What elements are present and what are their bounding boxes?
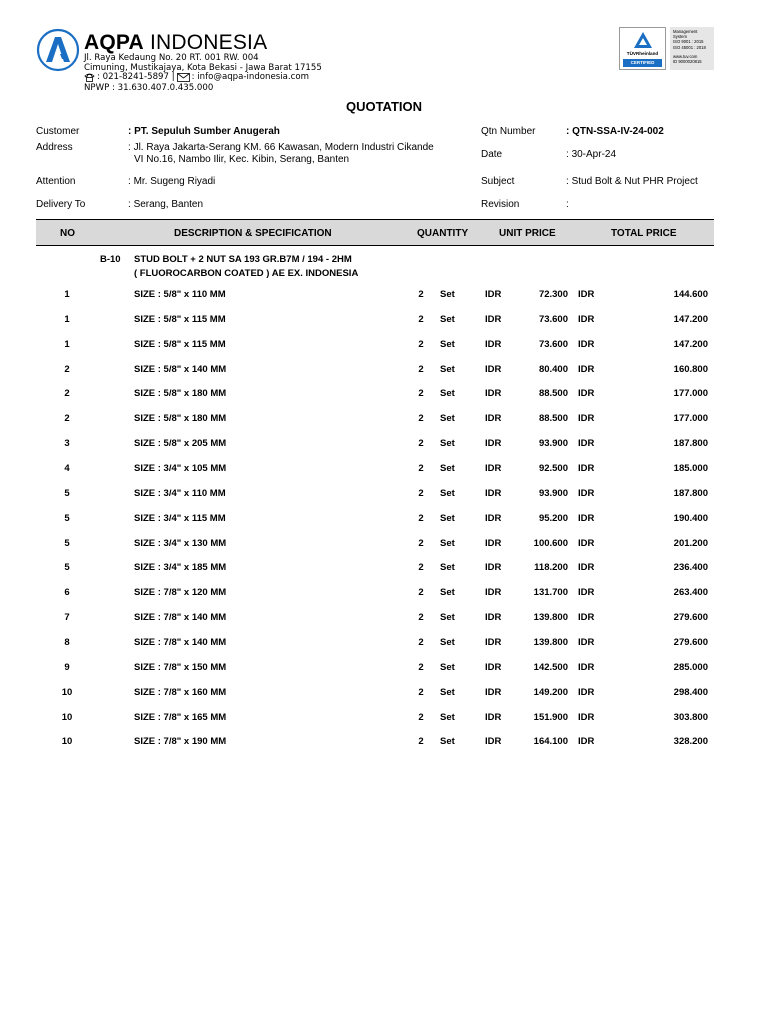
row-unit: Set bbox=[440, 686, 455, 698]
company-email: : info@aqpa-indonesia.com bbox=[191, 72, 309, 82]
row-number: 8 bbox=[64, 636, 70, 648]
row-quantity: 2 bbox=[418, 313, 424, 325]
row-unit-price: 151.900 bbox=[533, 711, 568, 723]
row-total-price: 144.600 bbox=[673, 289, 708, 300]
row-unit-price: 164.100 bbox=[533, 736, 568, 748]
row-currency-unit: IDR bbox=[485, 562, 502, 574]
row-unit-price: 92.500 bbox=[538, 463, 568, 474]
row-number: 9 bbox=[64, 661, 70, 673]
table-row bbox=[0, 488, 768, 502]
row-quantity: 2 bbox=[418, 338, 424, 350]
tuv-cert-id: ID 9000020815 bbox=[673, 59, 702, 65]
row-total-price: 147.200 bbox=[673, 338, 708, 350]
document-title: QUOTATION bbox=[345, 99, 423, 114]
row-total-price: 236.400 bbox=[673, 562, 708, 574]
row-number: 3 bbox=[64, 438, 70, 450]
table-row bbox=[0, 538, 768, 552]
row-currency-unit: IDR bbox=[485, 413, 502, 425]
email-icon bbox=[177, 73, 190, 82]
qtn-number-label: Qtn Number bbox=[481, 126, 536, 137]
row-number: 5 bbox=[64, 562, 70, 574]
row-description: SIZE : 3/4" x 130 MM bbox=[134, 537, 227, 549]
row-unit: Set bbox=[440, 512, 455, 524]
date-value: : 30-Apr-24 bbox=[566, 149, 617, 160]
company-name bbox=[84, 31, 267, 55]
group-title-line2: ( FLUOROCARBON COATED ) AE EX. INDONESIA bbox=[134, 268, 359, 279]
row-currency-total: IDR bbox=[578, 338, 595, 350]
delivery-value: : Serang, Banten bbox=[128, 199, 204, 210]
row-quantity: 2 bbox=[418, 711, 424, 723]
row-description: SIZE : 3/4" x 110 MM bbox=[134, 487, 226, 499]
row-unit-price: 93.900 bbox=[538, 487, 568, 499]
row-quantity: 2 bbox=[418, 463, 424, 474]
row-number: 6 bbox=[64, 587, 70, 599]
company-contact bbox=[84, 72, 309, 83]
company-npwp: NPWP : 31.630.407.0.435.000 bbox=[84, 83, 214, 93]
row-unit: Set bbox=[440, 438, 455, 450]
group-title-line1: STUD BOLT + 2 NUT SA 193 GR.B7M / 194 - 2HM bbox=[134, 254, 352, 265]
row-total-price: 177.000 bbox=[673, 388, 708, 400]
revision-label: Revision bbox=[481, 199, 520, 210]
row-number: 7 bbox=[64, 612, 70, 623]
row-unit: Set bbox=[440, 587, 455, 599]
company-name-rest: INDONESIA bbox=[149, 31, 268, 54]
row-currency-total: IDR bbox=[578, 736, 595, 748]
table-row bbox=[0, 463, 768, 477]
table-row bbox=[0, 736, 768, 750]
attention-label: Attention bbox=[36, 176, 76, 187]
row-unit: Set bbox=[440, 313, 455, 325]
row-unit-price: 118.200 bbox=[534, 562, 568, 574]
row-quantity: 2 bbox=[418, 636, 424, 648]
company-name-bold: AQPA bbox=[84, 31, 144, 54]
subject-text: Stud Bolt & Nut PHR Project bbox=[571, 176, 698, 187]
tuv-certified-badge: CERTIFIED bbox=[623, 59, 662, 67]
company-logo-icon bbox=[36, 28, 80, 72]
row-unit: Set bbox=[440, 612, 455, 623]
row-description: SIZE : 5/8" x 180 MM bbox=[134, 388, 227, 400]
row-description: SIZE : 7/8" x 160 MM bbox=[134, 686, 227, 698]
row-total-price: 190.400 bbox=[673, 512, 708, 524]
row-total-price: 279.600 bbox=[673, 612, 708, 623]
row-currency-unit: IDR bbox=[485, 686, 502, 698]
row-unit: Set bbox=[440, 338, 455, 350]
row-currency-unit: IDR bbox=[485, 612, 502, 623]
row-number: 2 bbox=[64, 363, 70, 375]
row-quantity: 2 bbox=[418, 686, 424, 698]
row-total-price: 160.800 bbox=[673, 363, 708, 375]
header-unit-price: UNIT PRICE bbox=[499, 228, 556, 239]
table-row bbox=[0, 587, 768, 601]
row-number: 2 bbox=[64, 413, 70, 425]
qtn-number-value: : QTN-SSA-IV-24-002 bbox=[566, 126, 664, 137]
table-row bbox=[0, 562, 768, 576]
row-currency-total: IDR bbox=[578, 686, 595, 698]
table-row bbox=[0, 388, 768, 402]
row-total-price: 147.200 bbox=[673, 313, 708, 325]
row-description: SIZE : 7/8" x 165 MM bbox=[134, 711, 227, 723]
row-description: SIZE : 5/8" x 115 MM bbox=[134, 313, 226, 325]
row-description: SIZE : 3/4" x 185 MM bbox=[134, 562, 227, 574]
row-currency-total: IDR bbox=[578, 463, 595, 474]
row-currency-total: IDR bbox=[578, 537, 595, 549]
row-quantity: 2 bbox=[418, 512, 424, 524]
delivery-location: Serang, Banten bbox=[133, 199, 204, 210]
row-currency-total: IDR bbox=[578, 487, 595, 499]
row-number: 10 bbox=[61, 711, 73, 723]
row-unit-price: 139.800 bbox=[533, 612, 568, 623]
row-description: SIZE : 5/8" x 115 MM bbox=[134, 338, 226, 350]
row-number: 1 bbox=[64, 313, 70, 325]
certification-badge bbox=[619, 27, 715, 71]
row-currency-total: IDR bbox=[578, 313, 595, 325]
row-currency-unit: IDR bbox=[485, 661, 502, 673]
row-unit: Set bbox=[440, 537, 455, 549]
row-unit: Set bbox=[440, 562, 455, 574]
row-currency-unit: IDR bbox=[485, 487, 502, 499]
row-total-price: 177.000 bbox=[673, 413, 708, 425]
row-unit: Set bbox=[440, 661, 455, 673]
row-currency-total: IDR bbox=[578, 636, 595, 648]
row-currency-total: IDR bbox=[578, 289, 595, 300]
table-row bbox=[0, 314, 768, 328]
date-label: Date bbox=[481, 149, 503, 160]
row-currency-unit: IDR bbox=[485, 537, 502, 549]
address-label: Address bbox=[36, 142, 73, 153]
row-unit-price: 80.400 bbox=[538, 363, 568, 375]
row-description: SIZE : 7/8" x 190 MM bbox=[134, 736, 227, 748]
table-header bbox=[36, 219, 714, 246]
row-number: 5 bbox=[64, 537, 70, 549]
row-total-price: 201.200 bbox=[673, 537, 708, 549]
address-line1-text: Jl. Raya Jakarta-Serang KM. 66 Kawasan, Modern Industri Cikande bbox=[133, 142, 434, 153]
iso-standard-1: ISO 9001 : 2015 bbox=[673, 39, 704, 45]
date-text: 30-Apr-24 bbox=[571, 149, 617, 160]
customer-value: : PT. Sepuluh Sumber Anugerah bbox=[128, 126, 280, 137]
row-unit-price: 73.600 bbox=[538, 313, 568, 325]
row-unit: Set bbox=[440, 289, 455, 300]
customer-label: Customer bbox=[36, 126, 80, 137]
row-quantity: 2 bbox=[418, 363, 424, 375]
table-row bbox=[0, 438, 768, 452]
row-currency-unit: IDR bbox=[485, 711, 502, 723]
row-description: SIZE : 5/8" x 110 MM bbox=[134, 289, 226, 300]
row-description: SIZE : 7/8" x 150 MM bbox=[134, 661, 227, 673]
table-row bbox=[0, 687, 768, 701]
row-total-price: 187.800 bbox=[673, 438, 708, 450]
table-row bbox=[0, 413, 768, 427]
row-currency-unit: IDR bbox=[485, 338, 502, 350]
row-unit-price: 131.700 bbox=[533, 587, 568, 599]
row-quantity: 2 bbox=[418, 736, 424, 748]
qtn-number-text: QTN-SSA-IV-24-002 bbox=[572, 126, 664, 137]
row-total-price: 303.800 bbox=[673, 711, 708, 723]
row-total-price: 187.800 bbox=[673, 487, 708, 499]
header-quantity: QUANTITY bbox=[417, 228, 469, 239]
row-currency-total: IDR bbox=[578, 612, 595, 623]
row-number: 10 bbox=[61, 736, 73, 748]
company-address-line2: Cimuning, Mustikajaya, Kota Bekasi - Jawa Barat 17155 bbox=[84, 63, 322, 73]
row-quantity: 2 bbox=[418, 388, 424, 400]
row-currency-unit: IDR bbox=[485, 388, 502, 400]
row-quantity: 2 bbox=[418, 587, 424, 599]
company-address-line1: Jl. Raya Kedaung No. 20 RT. 001 RW. 004 bbox=[84, 53, 259, 63]
table-row bbox=[0, 612, 768, 626]
row-unit: Set bbox=[440, 636, 455, 648]
tuv-triangle-icon bbox=[633, 31, 653, 49]
row-currency-unit: IDR bbox=[485, 736, 502, 748]
row-total-price: 328.200 bbox=[673, 736, 708, 748]
row-number: 1 bbox=[64, 338, 70, 350]
row-unit-price: 88.500 bbox=[538, 388, 568, 400]
row-number: 1 bbox=[64, 289, 70, 300]
row-unit-price: 139.800 bbox=[533, 636, 568, 648]
row-unit-price: 93.900 bbox=[538, 438, 568, 450]
table-row bbox=[0, 339, 768, 353]
row-currency-unit: IDR bbox=[485, 289, 502, 300]
row-currency-unit: IDR bbox=[485, 636, 502, 648]
row-quantity: 2 bbox=[418, 438, 424, 450]
row-currency-total: IDR bbox=[578, 363, 595, 375]
row-total-price: 185.000 bbox=[673, 463, 708, 474]
delivery-label: Delivery To bbox=[36, 199, 86, 210]
table-row bbox=[0, 662, 768, 676]
row-description: SIZE : 3/4" x 105 MM bbox=[134, 463, 227, 474]
header-no: NO bbox=[60, 228, 75, 239]
row-total-price: 285.000 bbox=[673, 661, 708, 673]
row-currency-total: IDR bbox=[578, 587, 595, 599]
row-description: SIZE : 5/8" x 140 MM bbox=[134, 363, 227, 375]
table-row bbox=[0, 712, 768, 726]
row-currency-total: IDR bbox=[578, 711, 595, 723]
row-currency-unit: IDR bbox=[485, 313, 502, 325]
address-line2: VI No.16, Nambo Ilir, Kec. Kibin, Serang, Banten bbox=[134, 154, 350, 165]
row-number: 5 bbox=[64, 487, 70, 499]
row-currency-unit: IDR bbox=[485, 438, 502, 450]
row-quantity: 2 bbox=[418, 612, 424, 623]
phone-icon bbox=[84, 73, 95, 82]
row-unit-price: 72.300 bbox=[538, 289, 568, 300]
iso-standard-2: ISO 45001 : 2018 bbox=[673, 44, 706, 50]
row-currency-total: IDR bbox=[578, 438, 595, 450]
row-currency-total: IDR bbox=[578, 388, 595, 400]
group-code: B-10 bbox=[100, 254, 121, 265]
row-unit-price: 149.200 bbox=[533, 686, 568, 698]
row-description: SIZE : 7/8" x 140 MM bbox=[134, 612, 227, 623]
table-row bbox=[0, 364, 768, 378]
row-number: 5 bbox=[64, 512, 70, 524]
row-unit-price: 88.500 bbox=[538, 413, 568, 425]
row-unit: Set bbox=[440, 363, 455, 375]
tuv-brand: TÜVRheinland bbox=[626, 51, 659, 56]
row-description: SIZE : 5/8" x 205 MM bbox=[134, 438, 227, 450]
row-unit: Set bbox=[440, 388, 455, 400]
row-number: 10 bbox=[61, 686, 73, 698]
row-currency-total: IDR bbox=[578, 512, 595, 524]
row-total-price: 298.400 bbox=[673, 686, 708, 698]
row-description: SIZE : 3/4" x 115 MM bbox=[134, 512, 226, 524]
row-currency-total: IDR bbox=[578, 562, 595, 574]
row-description: SIZE : 7/8" x 120 MM bbox=[134, 587, 227, 599]
subject-value: : Stud Bolt & Nut PHR Project bbox=[566, 176, 698, 187]
row-unit-price: 100.600 bbox=[533, 537, 568, 549]
table-row bbox=[0, 513, 768, 527]
address-line1: : Jl. Raya Jakarta-Serang KM. 66 Kawasan, Modern Industri Cikande bbox=[128, 142, 434, 153]
attention-name: Mr. Sugeng Riyadi bbox=[133, 176, 216, 187]
row-unit: Set bbox=[440, 463, 455, 474]
row-currency-unit: IDR bbox=[485, 587, 502, 599]
row-currency-unit: IDR bbox=[485, 363, 502, 375]
row-unit: Set bbox=[440, 413, 455, 425]
table-row bbox=[0, 289, 768, 303]
row-currency-total: IDR bbox=[578, 413, 595, 425]
row-unit: Set bbox=[440, 487, 455, 499]
row-currency-unit: IDR bbox=[485, 463, 502, 474]
row-unit-price: 95.200 bbox=[538, 512, 568, 524]
row-description: SIZE : 5/8" x 180 MM bbox=[134, 413, 227, 425]
row-total-price: 279.600 bbox=[673, 636, 708, 648]
row-currency-unit: IDR bbox=[485, 512, 502, 524]
header-description: DESCRIPTION & SPECIFICATION bbox=[174, 228, 332, 239]
row-quantity: 2 bbox=[418, 562, 424, 574]
row-number: 2 bbox=[64, 388, 70, 400]
header-total-price: TOTAL PRICE bbox=[611, 228, 677, 239]
subject-label: Subject bbox=[481, 176, 515, 187]
row-description: SIZE : 7/8" x 140 MM bbox=[134, 636, 227, 648]
management-system-title: Management System bbox=[673, 29, 698, 40]
row-quantity: 2 bbox=[418, 487, 424, 499]
table-row bbox=[0, 637, 768, 651]
company-phone: : 021-8241-5897 | bbox=[97, 72, 175, 82]
row-quantity: 2 bbox=[418, 289, 424, 300]
row-unit-price: 142.500 bbox=[533, 661, 568, 673]
revision-value: : bbox=[566, 199, 569, 210]
row-unit: Set bbox=[440, 711, 455, 723]
tuv-website: www.tuv.com bbox=[673, 53, 698, 59]
row-currency-total: IDR bbox=[578, 661, 595, 673]
row-quantity: 2 bbox=[418, 413, 424, 425]
row-unit-price: 73.600 bbox=[538, 338, 568, 350]
customer-name: PT. Sepuluh Sumber Anugerah bbox=[134, 126, 280, 137]
row-unit: Set bbox=[440, 736, 455, 748]
row-quantity: 2 bbox=[418, 661, 424, 673]
row-quantity: 2 bbox=[418, 537, 424, 549]
row-total-price: 263.400 bbox=[673, 587, 708, 599]
row-number: 4 bbox=[64, 463, 70, 474]
attention-value: : Mr. Sugeng Riyadi bbox=[128, 176, 216, 187]
